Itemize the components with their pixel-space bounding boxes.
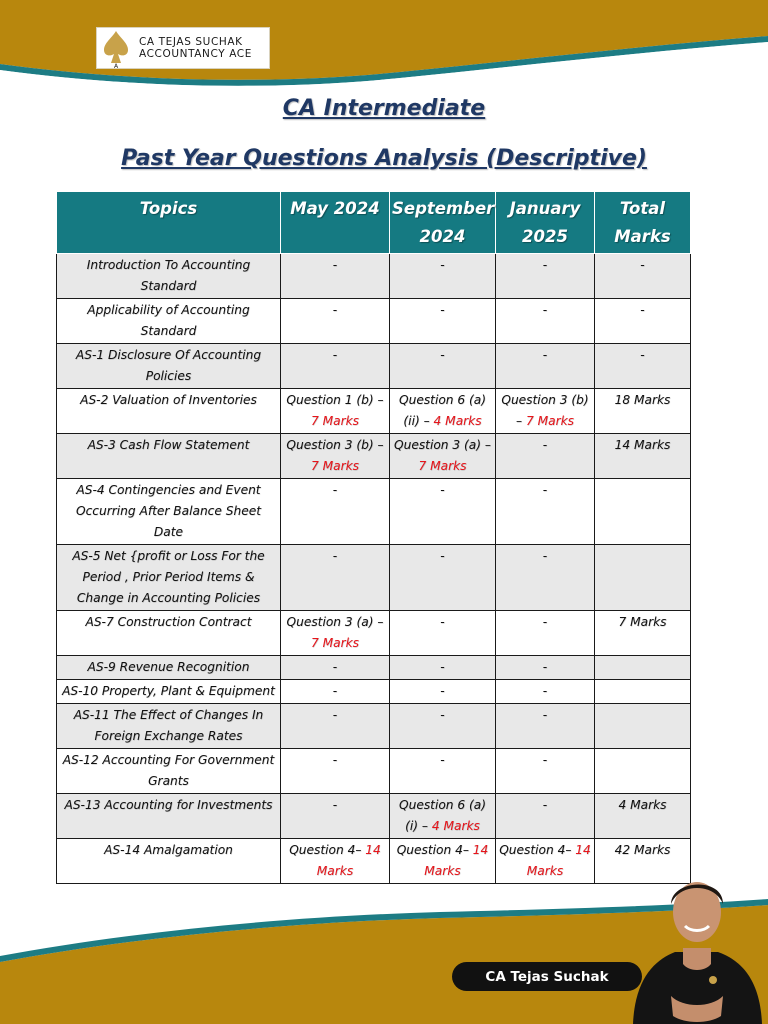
total-marks-cell: [595, 749, 691, 794]
question-text: -: [440, 549, 445, 563]
topic-cell: Introduction To Accounting Standard: [57, 254, 281, 299]
question-text: -: [542, 684, 548, 698]
question-text: -: [440, 303, 445, 317]
question-text: Question 6 (a) (i) –: [399, 798, 486, 833]
question-text: -: [332, 549, 338, 563]
table-body: [57, 254, 691, 884]
header-september-2024: September 2024: [390, 192, 496, 254]
topic-cell: AS-3 Cash Flow Statement: [57, 434, 281, 479]
september-2024-cell: [390, 704, 496, 749]
marks-value: 7 Marks: [310, 414, 360, 428]
question-text: -: [440, 615, 445, 629]
question-text: -: [542, 258, 548, 272]
header-january-2025: January 2025: [496, 192, 595, 254]
question-text: -: [332, 483, 338, 497]
january-2025-cell: [496, 704, 595, 749]
question-text: -: [440, 708, 445, 722]
question-text: -: [542, 660, 548, 674]
topic-cell: AS-4 Contingencies and Event Occurring After Balance Sheet Date: [57, 479, 281, 545]
total-marks-cell: -: [595, 344, 691, 389]
question-text: -: [440, 753, 445, 767]
question-text: Question 3 (b) –: [286, 438, 384, 452]
question-text: -: [440, 483, 445, 497]
table-row: [57, 389, 691, 434]
question-text: Question 3 (a) –: [286, 615, 384, 629]
page-subtitle: Past Year Questions Analysis (Descriptive): [121, 146, 647, 171]
topic-cell: Applicability of Accounting Standard: [57, 299, 281, 344]
question-text: -: [542, 483, 548, 497]
topic-cell: AS-7 Construction Contract: [57, 611, 281, 656]
table-row: [57, 839, 691, 884]
september-2024-cell: [390, 611, 496, 656]
page-title: CA Intermediate: [282, 96, 486, 121]
may-2024-cell: [281, 299, 390, 344]
header-may-2024: May 2024: [281, 192, 390, 254]
september-2024-cell: [390, 299, 496, 344]
may-2024-cell: [281, 434, 390, 479]
table-row: [57, 545, 691, 611]
question-text: -: [542, 303, 548, 317]
may-2024-cell: [281, 749, 390, 794]
presenter-name: CA Tejas Suchak: [485, 968, 609, 985]
question-text: -: [332, 798, 338, 812]
question-text: Question 3 (b) –: [501, 393, 589, 428]
january-2025-cell: [496, 611, 595, 656]
question-text: -: [440, 348, 445, 362]
september-2024-cell: [390, 434, 496, 479]
table-row: [57, 254, 691, 299]
brand-name: [139, 36, 252, 60]
topic-cell: AS-12 Accounting For Government Grants: [57, 749, 281, 794]
january-2025-cell: [496, 434, 595, 479]
may-2024-cell: [281, 680, 390, 704]
january-2025-cell: [496, 656, 595, 680]
may-2024-cell: [281, 254, 390, 299]
question-text: -: [332, 660, 338, 674]
total-marks-cell: [595, 704, 691, 749]
header-total-marks: Total Marks: [595, 192, 691, 254]
may-2024-cell: [281, 704, 390, 749]
total-marks-cell: -: [595, 254, 691, 299]
table-row: [57, 299, 691, 344]
marks-value: 14 Marks: [526, 843, 591, 878]
table-row: [57, 680, 691, 704]
topic-cell: AS-11 The Effect of Changes In Foreign Exchange Rates: [57, 704, 281, 749]
table-row: [57, 704, 691, 749]
question-text: -: [332, 753, 338, 767]
total-marks-cell: -: [595, 299, 691, 344]
topic-cell: AS-14 Amalgamation: [57, 839, 281, 884]
question-text: Question 4–: [396, 843, 473, 857]
question-text: -: [542, 753, 548, 767]
may-2024-cell: [281, 611, 390, 656]
svg-text:A: A: [113, 63, 119, 69]
table-row: [57, 656, 691, 680]
total-marks-cell: [595, 479, 691, 545]
january-2025-cell: [496, 749, 595, 794]
january-2025-cell: [496, 254, 595, 299]
may-2024-cell: [281, 656, 390, 680]
question-text: -: [332, 303, 338, 317]
topic-cell: AS-5 Net {profit or Loss For the Period , Prior Period Items & Change in Accounting Policies: [57, 545, 281, 611]
marks-value: 7 Marks: [310, 459, 360, 473]
january-2025-cell: [496, 794, 595, 839]
january-2025-cell: [496, 680, 595, 704]
may-2024-cell: [281, 839, 390, 884]
total-marks-cell: [595, 656, 691, 680]
question-text: Question 1 (b) –: [286, 393, 384, 407]
question-text: -: [542, 438, 548, 452]
september-2024-cell: [390, 254, 496, 299]
topic-cell: AS-9 Revenue Recognition: [57, 656, 281, 680]
january-2025-cell: [496, 545, 595, 611]
table-header-row: [57, 192, 691, 254]
question-text: -: [542, 348, 548, 362]
question-text: -: [332, 258, 338, 272]
question-text: -: [440, 258, 445, 272]
topic-cell: AS-1 Disclosure Of Accounting Policies: [57, 344, 281, 389]
total-marks-cell: 7 Marks: [595, 611, 691, 656]
question-text: -: [542, 708, 548, 722]
topic-cell: AS-10 Property, Plant & Equipment: [57, 680, 281, 704]
september-2024-cell: [390, 656, 496, 680]
september-2024-cell: [390, 545, 496, 611]
marks-value: 7 Marks: [525, 414, 574, 428]
total-marks-cell: [595, 680, 691, 704]
question-text: -: [542, 615, 548, 629]
question-text: -: [440, 684, 445, 698]
header-topics: Topics: [57, 192, 281, 254]
question-text: Question 6 (a) (ii) –: [399, 393, 486, 428]
table-row: [57, 794, 691, 839]
brand-logo: [96, 27, 270, 69]
september-2024-cell: [390, 680, 496, 704]
marks-value: 4 Marks: [431, 819, 480, 833]
question-text: -: [332, 684, 338, 698]
brand-line-2: ACCOUNTANCY ACE: [139, 48, 252, 60]
table-row: [57, 611, 691, 656]
september-2024-cell: [390, 479, 496, 545]
total-marks-cell: [595, 545, 691, 611]
january-2025-cell: [496, 344, 595, 389]
table-row: [57, 749, 691, 794]
table-row: [57, 479, 691, 545]
question-text: -: [332, 348, 338, 362]
question-text: Question 4–: [289, 843, 366, 857]
total-marks-cell: 14 Marks: [595, 434, 691, 479]
question-text: -: [332, 708, 338, 722]
marks-value: 4 Marks: [433, 414, 482, 428]
marks-value: 14 Marks: [316, 843, 381, 878]
question-text: -: [440, 660, 445, 674]
marks-value: 14 Marks: [424, 843, 489, 878]
marks-value: 7 Marks: [418, 459, 467, 473]
marks-value: 7 Marks: [310, 636, 360, 650]
pyq-analysis-table: [56, 191, 691, 884]
may-2024-cell: [281, 545, 390, 611]
total-marks-cell: 18 Marks: [595, 389, 691, 434]
question-text: Question 4–: [499, 843, 576, 857]
question-text: -: [542, 549, 548, 563]
september-2024-cell: [390, 749, 496, 794]
question-text: -: [542, 798, 548, 812]
may-2024-cell: [281, 389, 390, 434]
january-2025-cell: [496, 299, 595, 344]
question-text: Question 3 (a) –: [394, 438, 491, 452]
september-2024-cell: [390, 389, 496, 434]
january-2025-cell: [496, 479, 595, 545]
total-marks-cell: 4 Marks: [595, 794, 691, 839]
may-2024-cell: [281, 794, 390, 839]
topic-cell: AS-2 Valuation of Inventories: [57, 389, 281, 434]
september-2024-cell: [390, 839, 496, 884]
presenter-name-tag: [452, 962, 642, 991]
presenter-photo: [625, 868, 768, 1024]
september-2024-cell: [390, 344, 496, 389]
may-2024-cell: [281, 344, 390, 389]
september-2024-cell: [390, 794, 496, 839]
table-row: [57, 344, 691, 389]
brand-line-1: CA TEJAS SUCHAK: [139, 36, 243, 48]
january-2025-cell: [496, 389, 595, 434]
may-2024-cell: [281, 479, 390, 545]
january-2025-cell: [496, 839, 595, 884]
table-row: [57, 434, 691, 479]
total-marks-cell: 42 Marks: [595, 839, 691, 884]
spade-ace-icon: [99, 27, 133, 69]
topic-cell: AS-13 Accounting for Investments: [57, 794, 281, 839]
